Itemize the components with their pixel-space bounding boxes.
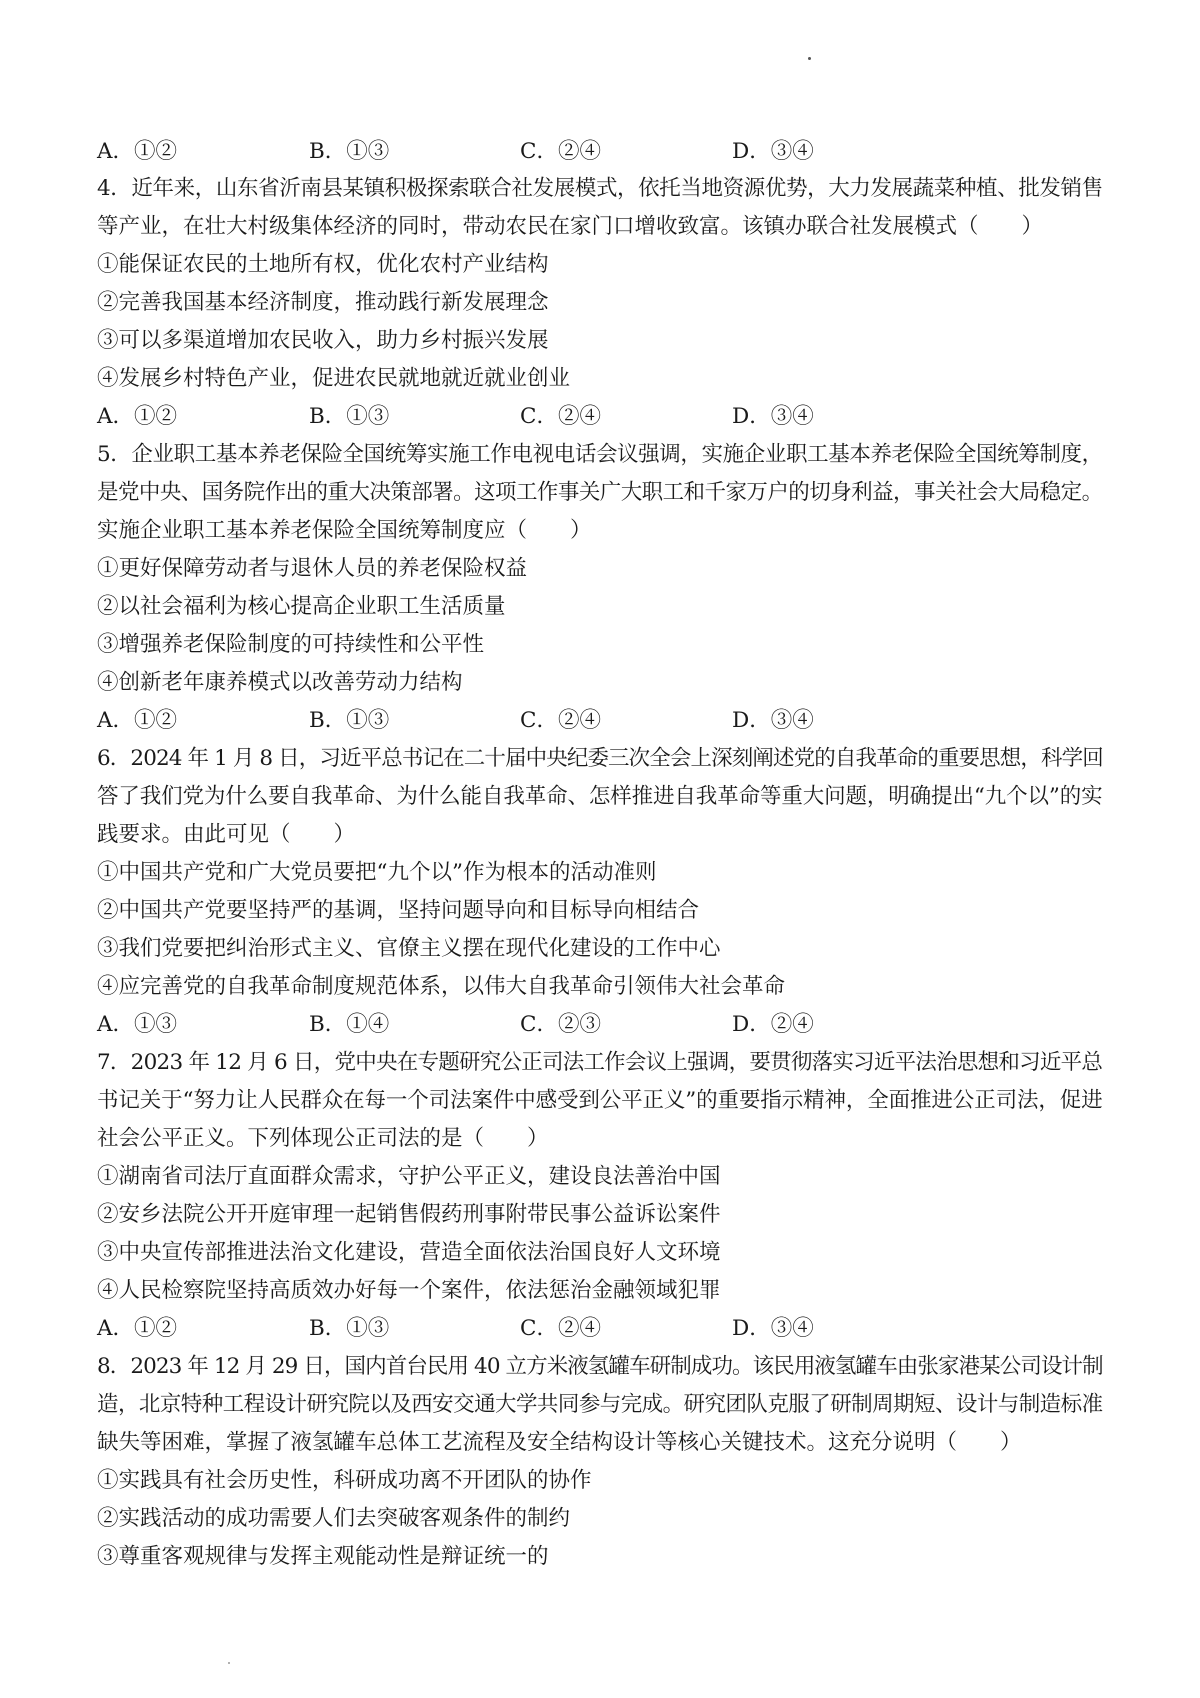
q7-stem-line-1: 7．2023 年 12 月 6 日，党中央在专题研究公正司法工作会议上强调，要贯彻落实习近平法治思想和习近平总	[97, 1050, 1103, 1075]
q6-statement-1: ①中国共产党和广大党员要把“九个以”作为根本的活动准则	[97, 860, 657, 885]
q4-options	[97, 402, 997, 432]
q6-option-c: C．②③	[520, 1012, 601, 1037]
q5-options	[97, 706, 997, 736]
q7-statement-4: ④人民检察院坚持高质效办好每一个案件，依法惩治金融领域犯罪	[97, 1278, 721, 1303]
q3-option-c: C．②④	[520, 139, 601, 164]
q4-statement-3: ③可以多渠道增加农民收入，助力乡村振兴发展	[97, 328, 549, 353]
q6-statement-2: ②中国共产党要坚持严的基调，坚持问题导向和目标导向相结合	[97, 898, 700, 923]
q7-statement-3: ③中央宣传部推进法治文化建设，营造全面依法治国良好人文环境	[97, 1240, 721, 1265]
q4-statement-2: ②完善我国基本经济制度，推动践行新发展理念	[97, 290, 549, 315]
q6-option-b: B．①④	[309, 1012, 390, 1037]
q4-statement-4: ④发展乡村特色产业，促进农民就地就近就业创业	[97, 366, 571, 391]
q4-option-d: D．③④	[732, 404, 814, 429]
q3-options	[97, 137, 997, 167]
q6-statement-3: ③我们党要把纠治形式主义、官僚主义摆在现代化建设的工作中心	[97, 936, 721, 961]
q5-option-c: C．②④	[520, 708, 601, 733]
q5-stem-line-1: 5．企业职工基本养老保险全国统筹实施工作电视电话会议强调，实施企业职工基本养老保险全国统筹制度，	[97, 442, 1103, 467]
q8-stem-line-2: 造，北京特种工程设计研究院以及西安交通大学共同参与完成。研究团队克服了研制周期短、设计与制造标准	[97, 1392, 1103, 1417]
q7-statement-1: ①湖南省司法厅直面群众需求，守护公平正义，建设良法善治中国	[97, 1164, 721, 1189]
q5-statement-4: ④创新老年康养模式以改善劳动力结构	[97, 670, 463, 695]
q7-option-a: A．①②	[97, 1316, 178, 1341]
q6-stem-line-1: 6．2024 年 1 月 8 日，习近平总书记在二十届中央纪委三次全会上深刻阐述党的自我革命的重要思想，科学回	[97, 746, 1103, 771]
q7-option-c: C．②④	[520, 1316, 601, 1341]
scan-speck-top	[808, 57, 811, 60]
q4-option-b: B．①③	[309, 404, 390, 429]
q8-stem-line-1: 8．2023 年 12 月 29 日，国内首台民用 40 立方米液氢罐车研制成功。该民用液氢罐车由张家港某公司设计制	[97, 1354, 1103, 1379]
q4-option-c: C．②④	[520, 404, 601, 429]
q3-option-a: A．①②	[97, 139, 178, 164]
scan-speck-bottom	[228, 1662, 230, 1664]
q7-option-b: B．①③	[309, 1316, 390, 1341]
q7-options	[97, 1314, 997, 1344]
q5-statement-3: ③增强养老保险制度的可持续性和公平性	[97, 632, 485, 657]
q7-stem-line-3: 社会公平正义。下列体现公正司法的是（ ）	[97, 1126, 549, 1151]
q4-statement-1: ①能保证农民的土地所有权，优化农村产业结构	[97, 252, 549, 277]
q6-statement-4: ④应完善党的自我革命制度规范体系，以伟大自我革命引领伟大社会革命	[97, 974, 786, 999]
q3-option-d: D．③④	[732, 139, 814, 164]
q6-option-d: D．②④	[732, 1012, 814, 1037]
q5-stem-line-2: 是党中央、国务院作出的重大决策部署。这项工作事关广大职工和千家万户的切身利益，事关社会大局稳定。	[97, 480, 1103, 505]
q6-stem-line-2: 答了我们党为什么要自我革命、为什么能自我革命、怎样推进自我革命等重大问题，明确提出“九个以”的实	[97, 784, 1103, 809]
q6-options	[97, 1010, 997, 1040]
q4-option-a: A．①②	[97, 404, 178, 429]
q6-option-a: A．①③	[97, 1012, 178, 1037]
q4-stem-line-1: 4．近年来，山东省沂南县某镇积极探索联合社发展模式，依托当地资源优势，大力发展蔬菜种植、批发销售	[97, 176, 1103, 201]
q7-stem-line-2: 书记关于“努力让人民群众在每一个司法案件中感受到公平正义”的重要指示精神，全面推进公正司法，促进	[97, 1088, 1103, 1113]
q3-option-b: B．①③	[309, 139, 390, 164]
q8-statement-1: ①实践具有社会历史性，科研成功离不开团队的协作	[97, 1468, 592, 1493]
q5-option-a: A．①②	[97, 708, 178, 733]
q4-stem-line-2: 等产业，在壮大村级集体经济的同时，带动农民在家门口增收致富。该镇办联合社发展模式（ ）	[97, 214, 1044, 239]
q8-statement-2: ②实践活动的成功需要人们去突破客观条件的制约	[97, 1506, 571, 1531]
q8-stem-line-3: 缺失等困难，掌握了液氢罐车总体工艺流程及安全结构设计等核心关键技术。这充分说明（ ）	[97, 1430, 1022, 1455]
q8-statement-3: ③尊重客观规律与发挥主观能动性是辩证统一的	[97, 1544, 549, 1569]
q5-statement-2: ②以社会福利为核心提高企业职工生活质量	[97, 594, 506, 619]
q7-statement-2: ②安乡法院公开开庭审理一起销售假药刑事附带民事公益诉讼案件	[97, 1202, 721, 1227]
q6-stem-line-3: 践要求。由此可见（ ）	[97, 822, 356, 847]
q5-option-d: D．③④	[732, 708, 814, 733]
q5-option-b: B．①③	[309, 708, 390, 733]
q5-stem-line-3: 实施企业职工基本养老保险全国统筹制度应（ ）	[97, 518, 592, 543]
q5-statement-1: ①更好保障劳动者与退休人员的养老保险权益	[97, 556, 528, 581]
q7-option-d: D．③④	[732, 1316, 814, 1341]
